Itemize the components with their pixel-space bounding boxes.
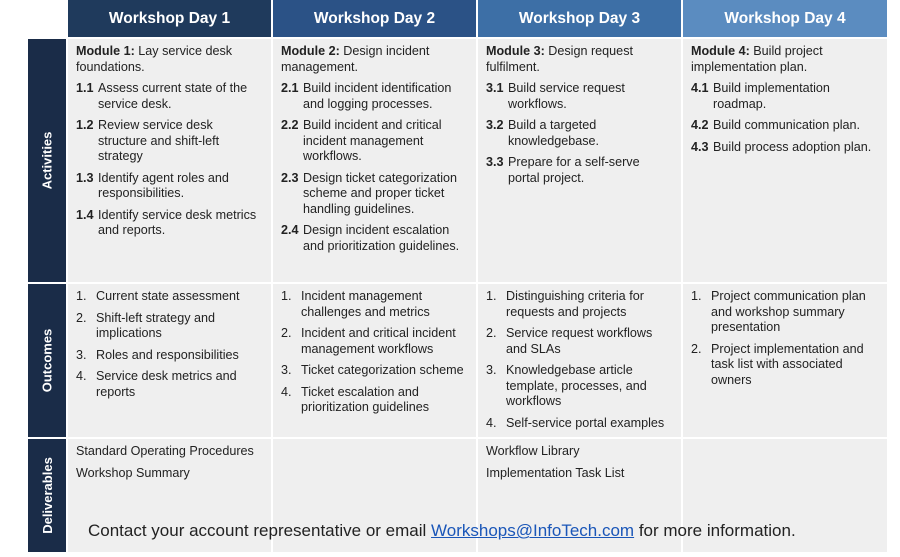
outcome-number: 1. xyxy=(281,289,292,303)
outcome-number: 4. xyxy=(281,384,292,399)
outcome-number: 4. xyxy=(486,415,497,430)
activity-text: Build incident identification and logging processes. xyxy=(303,81,452,111)
activity-item xyxy=(691,118,879,134)
activity-text: Build communication plan. xyxy=(713,118,861,132)
outcome-list xyxy=(281,289,468,416)
workshops-email-link[interactable]: Workshops@InfoTech.com xyxy=(431,521,635,540)
outcome-item xyxy=(76,369,263,400)
activity-number: 2.2 xyxy=(281,118,299,132)
activity-text: Assess current state of the service desk. xyxy=(98,81,248,111)
outcome-text: Self-service portal examples xyxy=(506,415,665,430)
outcome-item xyxy=(486,416,673,432)
activity-number: 3.1 xyxy=(486,81,504,95)
activity-item xyxy=(281,81,468,112)
module-title xyxy=(281,44,468,75)
row-label-outcomes: Outcomes xyxy=(28,284,66,437)
activity-item xyxy=(76,208,263,239)
outcomes-day-3 xyxy=(478,284,681,437)
activities-day-3 xyxy=(478,39,681,282)
outcome-item xyxy=(486,289,673,320)
activity-text: Review service desk structure and shift-left strategy xyxy=(98,118,220,163)
outcome-item xyxy=(691,342,879,389)
footer-text-after: for more information. xyxy=(634,521,796,540)
module-text: Design request fulfilment. xyxy=(486,44,633,74)
outcome-item xyxy=(76,348,263,364)
outcome-text: Incident and critical incident management workflows xyxy=(301,326,456,356)
activity-number: 2.4 xyxy=(281,223,299,237)
activity-number: 1.1 xyxy=(76,81,94,95)
activity-text: Design ticket categorization scheme and proper ticket handling guidelines. xyxy=(303,170,458,216)
activity-text: Design incident escalation and prioritization guidelines. xyxy=(303,223,460,253)
outcome-item xyxy=(281,385,468,416)
activity-text: Identify service desk metrics and reports. xyxy=(98,207,257,237)
activity-item xyxy=(486,118,673,149)
outcome-list xyxy=(691,289,879,388)
outcome-item xyxy=(691,289,879,336)
outcome-text: Current state assessment xyxy=(96,289,240,303)
activity-text: Build incident and critical incident management workflows. xyxy=(303,118,442,163)
outcome-item xyxy=(76,311,263,342)
activity-number: 4.2 xyxy=(691,118,709,132)
outcome-number: 3. xyxy=(281,363,292,377)
activity-item xyxy=(486,81,673,112)
outcome-item xyxy=(76,289,263,305)
activity-text: Build service request workflows. xyxy=(508,81,625,111)
outcome-text: Service request workflows and SLAs xyxy=(506,326,653,356)
activity-item xyxy=(76,81,263,112)
outcome-number: 2. xyxy=(76,310,87,325)
activity-item xyxy=(691,81,879,112)
outcome-number: 2. xyxy=(691,341,702,356)
outcome-list xyxy=(76,289,263,400)
deliverable-item: Workflow Library xyxy=(486,444,580,458)
outcome-text: Ticket escalation and prioritization guidelines xyxy=(301,384,430,414)
header-day-4: Workshop Day 4 xyxy=(683,0,887,37)
deliverable-item: Standard Operating Procedures xyxy=(76,444,254,458)
outcome-list xyxy=(486,289,673,431)
outcome-text: Service desk metrics and reports xyxy=(96,369,237,399)
outcome-text: Distinguishing criteria for requests and projects xyxy=(506,289,644,319)
outcome-item xyxy=(281,363,468,379)
module-label: Module 3: xyxy=(486,44,545,58)
activity-item xyxy=(281,223,468,254)
module-text: Design incident management. xyxy=(281,44,430,74)
module-label: Module 2: xyxy=(281,44,340,58)
outcome-text: Shift-left strategy and implications xyxy=(96,310,216,340)
contact-footer xyxy=(88,521,888,541)
outcome-item xyxy=(486,326,673,357)
activity-number: 3.2 xyxy=(486,118,504,132)
outcome-text: Ticket categorization scheme xyxy=(301,363,464,377)
outcome-number: 2. xyxy=(486,326,497,340)
module-label: Module 4: xyxy=(691,44,750,58)
deliverable-item: Workshop Summary xyxy=(76,465,190,480)
outcomes-day-2 xyxy=(273,284,476,437)
header-day-3: Workshop Day 3 xyxy=(478,0,681,37)
activity-text: Prepare for a self-serve portal project. xyxy=(508,155,640,185)
activity-number: 2.3 xyxy=(281,170,299,185)
activity-item xyxy=(281,118,468,165)
activity-number: 4.1 xyxy=(691,81,709,95)
workshop-schedule-table xyxy=(28,0,887,552)
activities-day-1 xyxy=(68,39,271,282)
header-day-1: Workshop Day 1 xyxy=(68,0,271,37)
activities-day-2 xyxy=(273,39,476,282)
header-day-2: Workshop Day 2 xyxy=(273,0,476,37)
footer-text-before: Contact your account representative or email xyxy=(88,521,432,540)
module-label: Module 1: xyxy=(76,44,135,58)
activity-text: Build process adoption plan. xyxy=(713,139,872,154)
activity-number: 1.3 xyxy=(76,170,94,185)
module-title xyxy=(691,44,879,75)
activity-number: 3.3 xyxy=(486,155,504,169)
module-title xyxy=(486,44,673,75)
outcomes-day-4 xyxy=(683,284,887,437)
outcome-text: Project implementation and task list with associated owners xyxy=(711,341,864,387)
outcome-number: 1. xyxy=(691,289,702,303)
row-label-activities: Activities xyxy=(28,39,66,282)
outcomes-day-1 xyxy=(68,284,271,437)
activity-item xyxy=(76,171,263,202)
module-text: Build project implementation plan. xyxy=(691,44,823,74)
activity-item xyxy=(691,140,879,156)
deliverable-item: Implementation Task List xyxy=(486,465,625,480)
activity-number: 2.1 xyxy=(281,81,299,95)
outcome-number: 1. xyxy=(486,289,497,303)
module-title xyxy=(76,44,263,75)
activities-day-4 xyxy=(683,39,887,282)
module-text: Lay service desk foundations. xyxy=(76,44,233,74)
outcome-number: 3. xyxy=(486,363,497,377)
activity-number: 1.2 xyxy=(76,118,94,132)
activity-text: Build implementation roadmap. xyxy=(713,81,830,111)
activity-number: 4.3 xyxy=(691,139,709,154)
activity-item xyxy=(281,171,468,218)
corner-blank xyxy=(28,0,66,37)
activity-text: Identify agent roles and responsibilities. xyxy=(98,170,229,200)
outcome-number: 4. xyxy=(76,369,87,383)
outcome-number: 2. xyxy=(281,326,292,340)
outcome-number: 1. xyxy=(76,289,87,303)
outcome-text: Knowledgebase article template, processes, and workflows xyxy=(506,363,647,408)
outcome-item xyxy=(281,289,468,320)
outcome-text: Project communication plan and workshop summary presentation xyxy=(711,289,866,334)
outcome-text: Incident management challenges and metrics xyxy=(301,289,430,319)
outcome-item xyxy=(486,363,673,410)
outcome-text: Roles and responsibilities xyxy=(96,347,239,362)
outcome-item xyxy=(281,326,468,357)
activity-item xyxy=(486,155,673,186)
row-label-deliverables: Deliverables xyxy=(28,439,66,552)
outcome-number: 3. xyxy=(76,347,87,362)
activity-item xyxy=(76,118,263,165)
activity-text: Build a targeted knowledgebase. xyxy=(508,118,600,148)
activity-number: 1.4 xyxy=(76,207,94,222)
